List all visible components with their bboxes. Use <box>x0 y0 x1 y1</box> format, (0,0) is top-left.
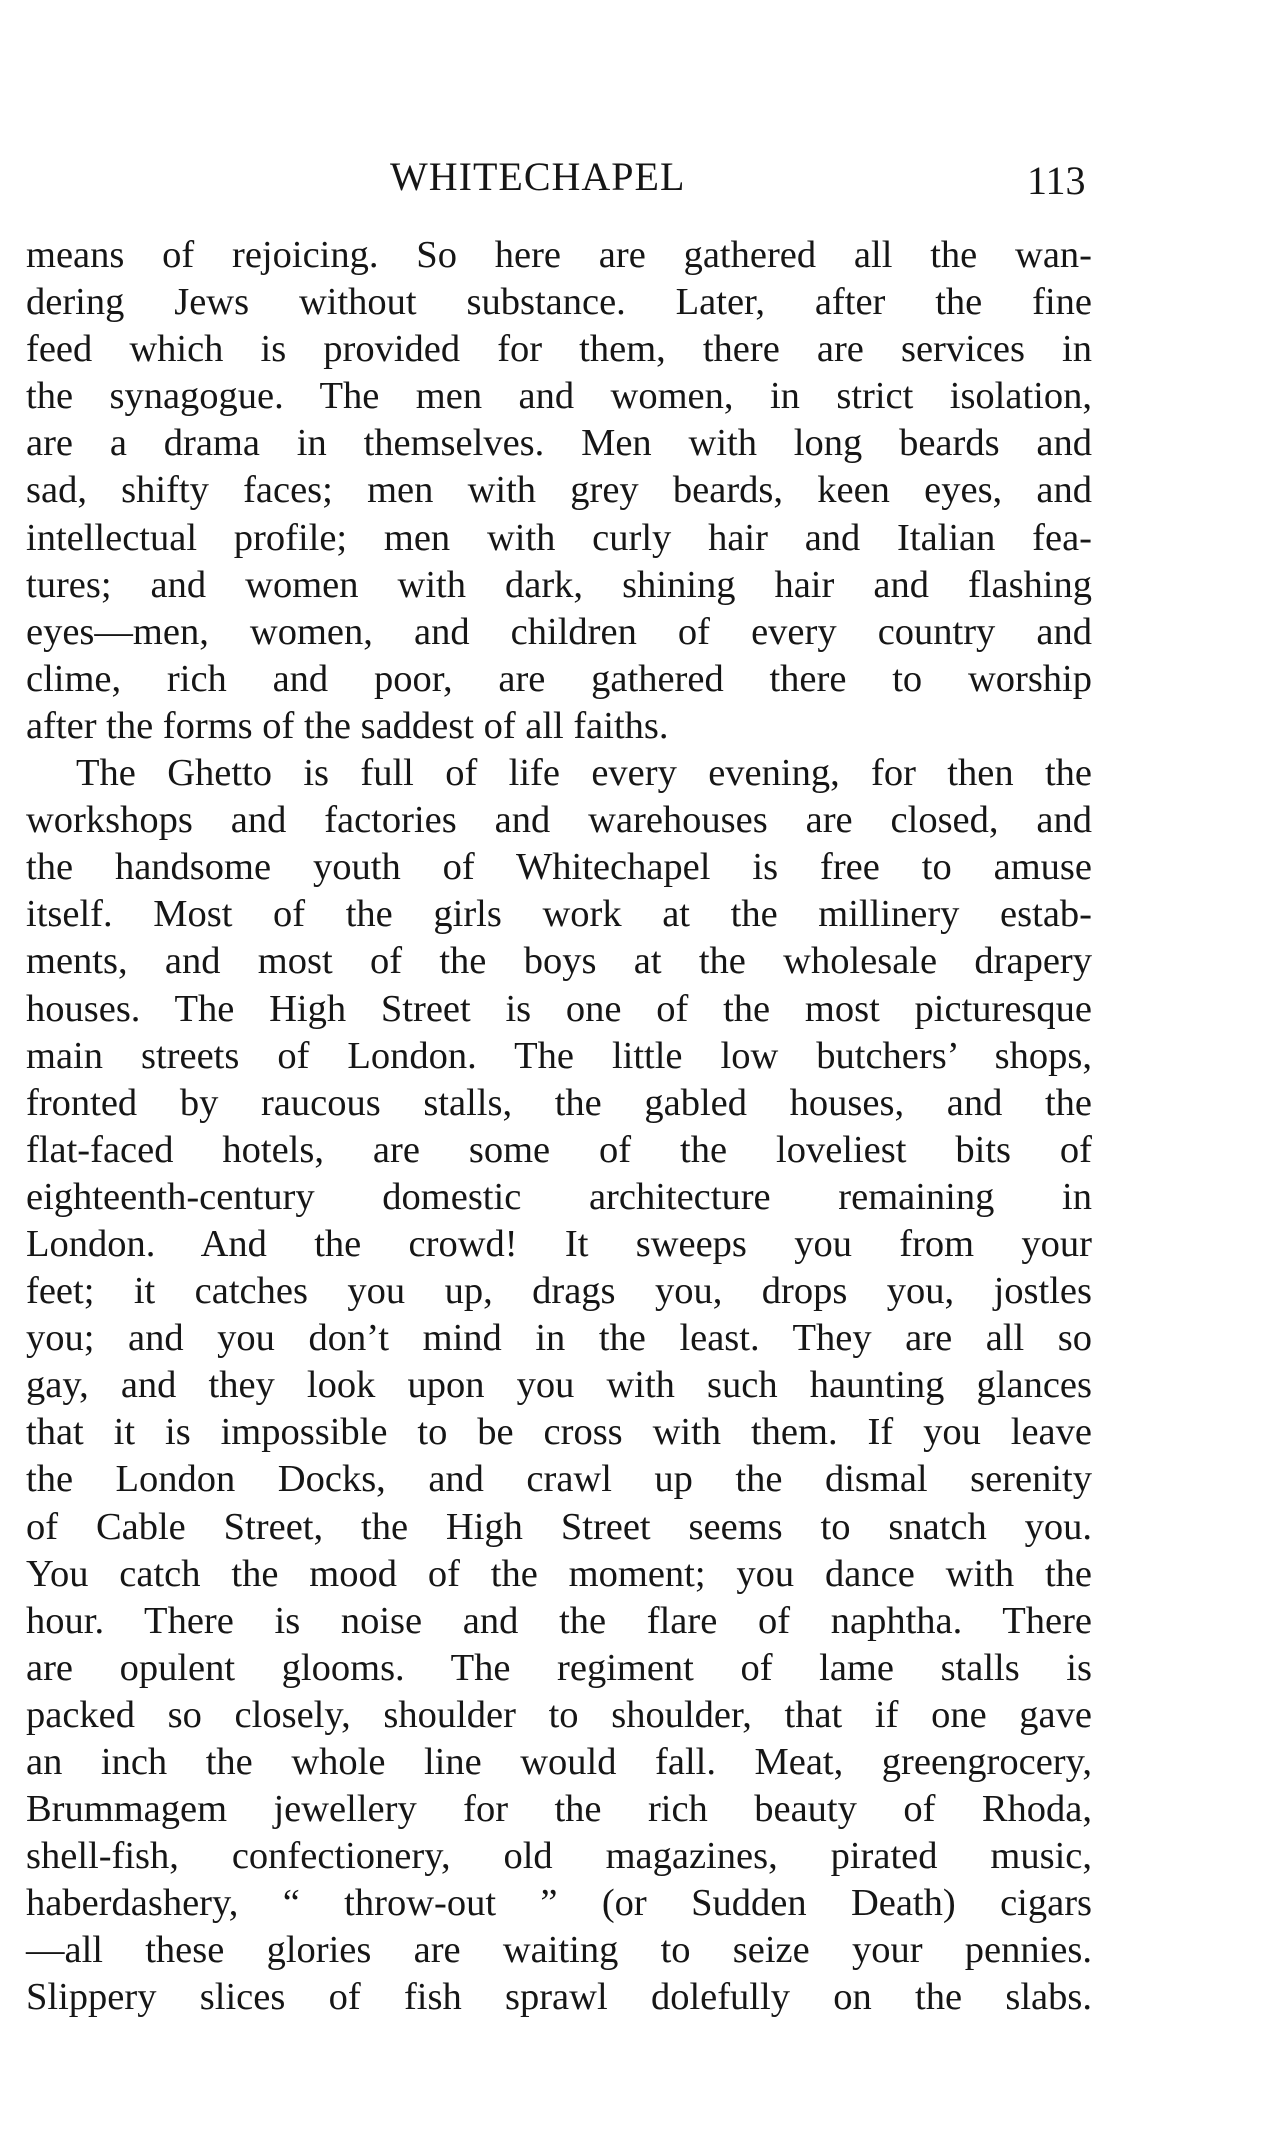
text-line: of Cable Street, the High Street seems to snatch you. <box>26 1505 1092 1548</box>
text-line: the synagogue. The men and women, in strict isolation, <box>26 375 1092 418</box>
text-line: The Ghetto is full of life every evening, for then the <box>76 752 1092 795</box>
paragraph-2 <box>26 750 1092 2022</box>
paragraph-1 <box>26 232 1092 750</box>
running-title: WHITECHAPEL <box>390 154 686 199</box>
text-line: workshops and factories and warehouses are closed, and <box>26 799 1092 842</box>
text-line: that it is impossible to be cross with them. If you leave <box>26 1411 1092 1454</box>
text-line: packed so closely, shoulder to shoulder, that if one gave <box>26 1693 1092 1736</box>
text-line: tures; and women with dark, shining hair and flashing <box>26 563 1092 606</box>
text-line: the handsome youth of Whitechapel is free to amuse <box>26 846 1092 889</box>
text-line: intellectual profile; men with curly hair and Italian fea- <box>26 516 1092 559</box>
running-head <box>0 152 1283 212</box>
page-number: 113 <box>1027 158 1086 203</box>
text-line: sad, shifty faces; men with grey beards, keen eyes, and <box>26 469 1092 512</box>
text-line: haberdashery, “ throw-out ” (or Sudden Death) cigars <box>26 1882 1092 1925</box>
text-line: itself. Most of the girls work at the millinery estab- <box>26 893 1092 936</box>
text-line: are opulent glooms. The regiment of lame stalls is <box>26 1646 1092 1689</box>
text-line: gay, and they look upon you with such haunting glances <box>26 1364 1092 1407</box>
text-line: eyes—men, women, and children of every country and <box>26 610 1092 653</box>
text-line: eighteenth-century domestic architecture remaining in <box>26 1175 1092 1218</box>
text-line: an inch the whole line would fall. Meat, greengrocery, <box>26 1741 1092 1783</box>
text-line: —all these glories are waiting to seize your pennies. <box>26 1929 1092 1972</box>
text-line: flat-faced hotels, are some of the loveliest bits of <box>26 1128 1092 1171</box>
text-line: houses. The High Street is one of the most picturesque <box>26 987 1092 1030</box>
text-line: after the forms of the saddest of all faiths. <box>26 704 669 747</box>
text-line: means of rejoicing. So here are gathered all the wan- <box>26 234 1092 276</box>
text-line: shell-fish, confectionery, old magazines, pirated music, <box>26 1835 1092 1878</box>
text-line: ments, and most of the boys at the wholesale drapery <box>26 940 1092 983</box>
text-line: clime, rich and poor, are gathered there to worship <box>26 657 1092 700</box>
text-line: Slippery slices of fish sprawl dolefully on the slabs. <box>26 1976 1092 2019</box>
text-line: the London Docks, and crawl up the dismal serenity <box>26 1458 1092 1501</box>
text-line: Brummagem jewellery for the rich beauty of Rhoda, <box>26 1788 1092 1831</box>
text-line: feet; it catches you up, drags you, drops you, jostles <box>26 1270 1092 1313</box>
text-line: dering Jews without substance. Later, after the fine <box>26 281 1092 324</box>
text-line: main streets of London. The little low butchers’ shops, <box>26 1034 1092 1077</box>
text-line: feed which is provided for them, there are services in <box>26 328 1092 371</box>
text-line: fronted by raucous stalls, the gabled houses, and the <box>26 1081 1092 1124</box>
text-line: you; and you don’t mind in the least. They are all so <box>26 1317 1092 1360</box>
body-text <box>26 232 1092 2022</box>
text-line: London. And the crowd! It sweeps you from your <box>26 1222 1092 1265</box>
text-line: You catch the mood of the moment; you dance with the <box>26 1552 1092 1595</box>
text-line: hour. There is noise and the flare of naphtha. There <box>26 1599 1092 1642</box>
text-line: are a drama in themselves. Men with long beards and <box>26 422 1092 465</box>
